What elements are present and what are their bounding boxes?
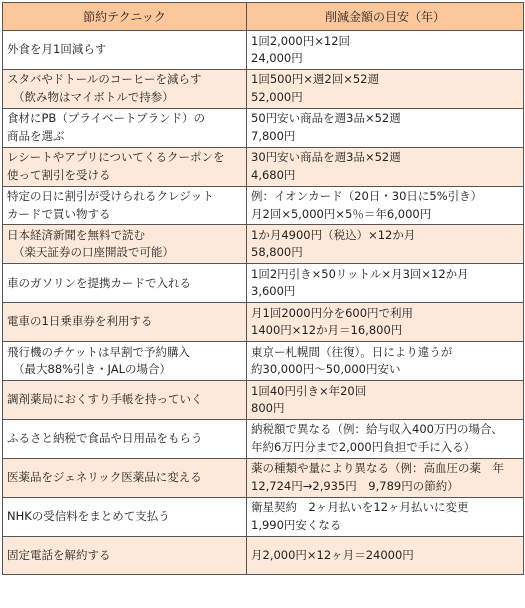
saving-cell	[247, 69, 524, 108]
technique-cell	[3, 303, 247, 342]
technique-cell	[3, 186, 247, 225]
saving-text: 月1回2000円分を600円で利用	[251, 305, 414, 320]
saving-text: 約30,000円～50,000円安い	[251, 362, 401, 377]
saving-text: 年約6万円分まで2,000円負担で手に入る）	[251, 439, 476, 454]
saving-cell	[247, 31, 524, 70]
technique-cell	[3, 69, 247, 108]
technique-cell	[3, 458, 247, 497]
technique-text: 特定の日に割引が受けられるクレジット	[7, 189, 214, 204]
table-row	[3, 419, 524, 458]
saving-cell	[247, 458, 524, 497]
table-row	[3, 381, 524, 420]
saving-text: 例：イオンカード（20日・30日に5%引き）	[251, 189, 483, 204]
saving-text: 1回2,000円×12回	[251, 33, 351, 48]
technique-cell	[3, 147, 247, 186]
saving-cell	[247, 108, 524, 147]
table-row	[3, 497, 524, 536]
savings-table	[2, 2, 524, 575]
technique-cell	[3, 419, 247, 458]
saving-text: 東京ー札幌間（往復）。日により違うが	[251, 344, 453, 359]
table-row	[3, 69, 524, 108]
saving-text: 50円安い商品を週3品×52週	[251, 111, 401, 126]
saving-text: 月2,000円×12ヶ月＝24000円	[251, 547, 414, 562]
technique-note: （楽天証券の口座開設で可能）	[13, 245, 174, 260]
saving-cell	[247, 536, 524, 575]
technique-text: NHKの受信料をまとめて支払う	[7, 508, 170, 523]
saving-cell	[247, 225, 524, 264]
saving-text: 1か月4900円（税込）×12か月	[251, 227, 416, 242]
saving-text: 52,000円	[251, 89, 303, 104]
saving-text: 30円安い商品を週3品×52週	[251, 150, 401, 165]
table-row	[3, 31, 524, 70]
saving-text: 4,680円	[251, 167, 296, 182]
technique-cell	[3, 381, 247, 420]
saving-text: 58,800円	[251, 245, 303, 260]
table-row	[3, 186, 524, 225]
saving-text: 衛星契約 2ヶ月払いを12ヶ月払いに変更	[251, 500, 469, 515]
technique-text: 電車の1日乗車券を利用する	[7, 314, 153, 329]
saving-text: 薬の種類や量により異なる（例：高血圧の薬 年	[251, 461, 504, 476]
saving-cell	[247, 303, 524, 342]
technique-text: 飛行機のチケットは早割で予約購入	[7, 344, 190, 359]
table-row	[3, 458, 524, 497]
saving-text: 12,724円→2,935円 9,789円の節約）	[251, 478, 459, 493]
technique-text: スタバやドトールのコーヒーを減らす	[7, 72, 202, 87]
technique-text: 固定電話を解約する	[7, 547, 111, 562]
saving-text: 月2回×5,000円×5％＝年6,000円	[251, 206, 432, 221]
header-saving: 削減金額の目安（年）	[247, 3, 524, 31]
table-row	[3, 264, 524, 303]
technique-text: 医薬品をジェネリック医薬品に変える	[7, 470, 202, 485]
technique-cell	[3, 342, 247, 381]
technique-text: 外食を月1回減らす	[7, 42, 107, 57]
saving-text: 3,600円	[251, 284, 296, 299]
technique-text: 調剤薬局におくすり手帳を持っていく	[7, 392, 203, 407]
saving-text: 納税額で異なる（例：給与収入400万円の場合、	[251, 422, 503, 437]
technique-text: ふるさと納税で食品や日用品をもらう	[7, 431, 203, 446]
table-row	[3, 108, 524, 147]
table-row	[3, 225, 524, 264]
saving-text: 1回500円×週2回×52週	[251, 72, 379, 87]
saving-cell	[247, 381, 524, 420]
table-row	[3, 342, 524, 381]
saving-cell	[247, 147, 524, 186]
saving-cell	[247, 419, 524, 458]
saving-text: 1回2円引き×50リットル×月3回×12か月	[251, 266, 469, 281]
technique-cell	[3, 31, 247, 70]
technique-cell	[3, 264, 247, 303]
technique-cell	[3, 536, 247, 575]
saving-text: 1,990円安くなる	[251, 517, 342, 532]
saving-text: 7,800円	[251, 128, 296, 143]
technique-note: （最大88%引き・JALの場合）	[13, 362, 172, 377]
technique-cell	[3, 497, 247, 536]
saving-text: 1回40円引き×年20回	[251, 383, 367, 398]
saving-cell	[247, 342, 524, 381]
technique-text: カードで買い物する	[7, 206, 111, 221]
saving-text: 24,000円	[251, 50, 303, 65]
technique-note: （飲み物はマイボトルで持参）	[13, 89, 174, 104]
technique-text: 日本経済新聞を無料で読む	[7, 227, 145, 242]
technique-text: 商品を選ぶ	[7, 128, 65, 143]
technique-cell	[3, 108, 247, 147]
saving-cell	[247, 264, 524, 303]
technique-text: 使って割引を受ける	[7, 167, 111, 182]
saving-cell	[247, 497, 524, 536]
technique-text: 車のガソリンを提携カードで入れる	[7, 275, 191, 290]
technique-cell	[3, 225, 247, 264]
saving-text: 800円	[251, 400, 285, 415]
saving-cell	[247, 186, 524, 225]
technique-text: レシートやアプリについてくるクーポンを	[7, 150, 225, 165]
technique-text: 食材にPB（プライベートブランド）の	[7, 111, 206, 126]
table-row	[3, 147, 524, 186]
table-header-row	[3, 3, 524, 31]
table-row	[3, 303, 524, 342]
saving-text: 1400円×12か月＝16,800円	[251, 323, 403, 338]
header-technique: 節約テクニック	[3, 3, 247, 31]
table-row	[3, 536, 524, 575]
